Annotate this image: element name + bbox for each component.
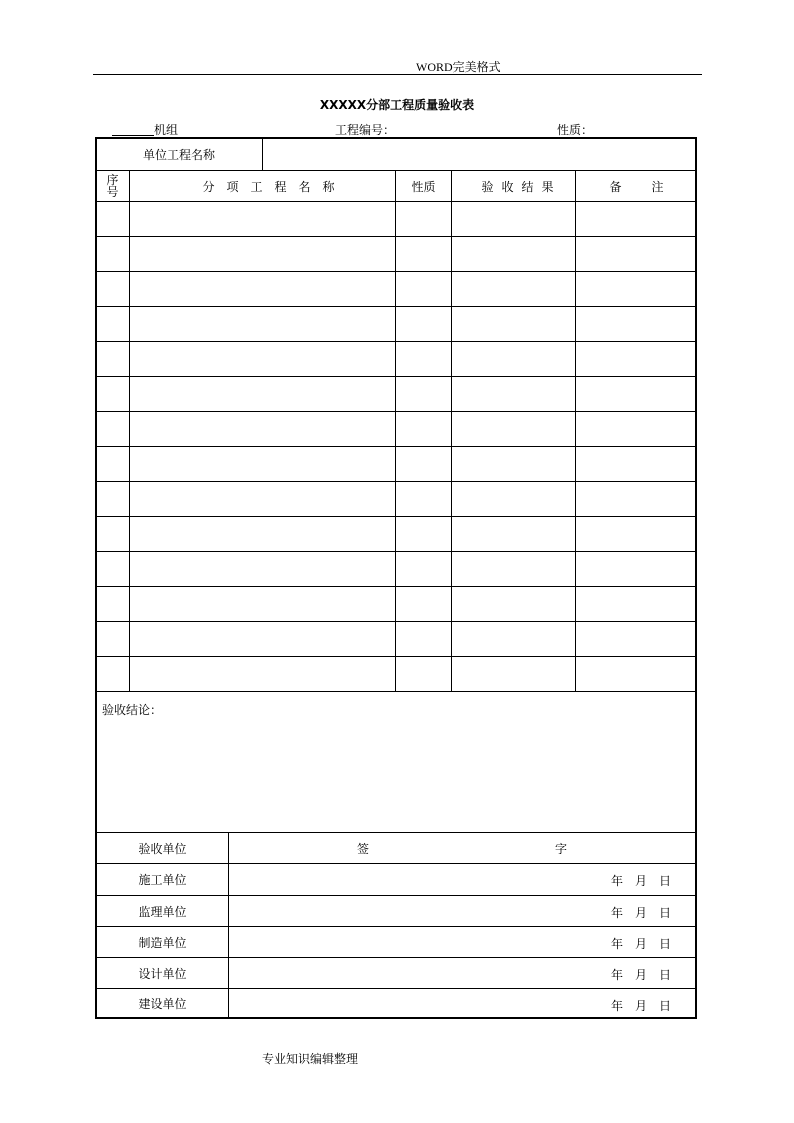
- table-row[interactable]: [97, 412, 697, 446]
- seq-header-top: 序: [106, 173, 119, 187]
- unit-blank[interactable]: [112, 123, 154, 136]
- owner-unit-date[interactable]: 年 月 日: [611, 999, 672, 1013]
- seq-header-bottom: 号: [106, 185, 119, 199]
- table-row[interactable]: [97, 202, 697, 236]
- table-row[interactable]: [97, 307, 697, 341]
- remarks-header: 备注: [609, 179, 694, 194]
- construction-unit-label: 施工单位: [138, 873, 187, 887]
- project-code-label: 工程编号：: [335, 123, 396, 137]
- sub-item-name-header: 分项工程名称: [202, 179, 347, 194]
- design-unit-date[interactable]: 年 月 日: [611, 968, 672, 982]
- table-row[interactable]: [97, 447, 697, 481]
- conclusion-label: 验收结论：: [102, 703, 163, 717]
- table-row[interactable]: [97, 622, 697, 656]
- manufacturing-unit-label: 制造单位: [138, 935, 187, 950]
- table-row[interactable]: [97, 552, 697, 586]
- owner-unit-label: 建设单位: [138, 997, 187, 1011]
- acceptance-unit-header: 验收单位: [138, 841, 187, 856]
- table-row-line: [97, 691, 697, 692]
- manufacturing-unit-date[interactable]: 年 月 日: [611, 937, 672, 951]
- table-row[interactable]: [97, 377, 697, 411]
- page-footer: 专业知识编辑整理: [262, 1052, 359, 1066]
- table-row[interactable]: [97, 587, 697, 621]
- design-unit-label: 设计单位: [138, 966, 187, 981]
- header-rule: [93, 74, 702, 75]
- unit-field: [112, 121, 178, 138]
- sign-header-left: 签: [357, 842, 370, 856]
- unit-suffix: 机组: [154, 123, 179, 137]
- document-title: XXXXX分部工程质量验收表: [319, 98, 475, 112]
- seq-header: [97, 171, 128, 201]
- table-row[interactable]: [97, 482, 697, 516]
- nature-header: 性质: [411, 179, 436, 194]
- supervision-unit-label: 监理单位: [138, 904, 187, 919]
- sign-header-right: 字: [555, 842, 568, 856]
- unit-project-name-label: 单位工程名称: [142, 148, 215, 162]
- table-row[interactable]: [97, 657, 697, 691]
- page-header: WORD完美格式: [416, 60, 501, 74]
- table-row[interactable]: [97, 237, 697, 271]
- nature-label: 性质：: [557, 123, 594, 137]
- supervision-unit-date[interactable]: 年 月 日: [611, 906, 672, 920]
- table-row[interactable]: [97, 342, 697, 376]
- table-row[interactable]: [97, 272, 697, 306]
- table-row[interactable]: [97, 517, 697, 551]
- result-header: 验收结果: [481, 179, 562, 194]
- unit-project-name-value[interactable]: [263, 139, 696, 170]
- construction-unit-date[interactable]: 年 月 日: [611, 874, 672, 888]
